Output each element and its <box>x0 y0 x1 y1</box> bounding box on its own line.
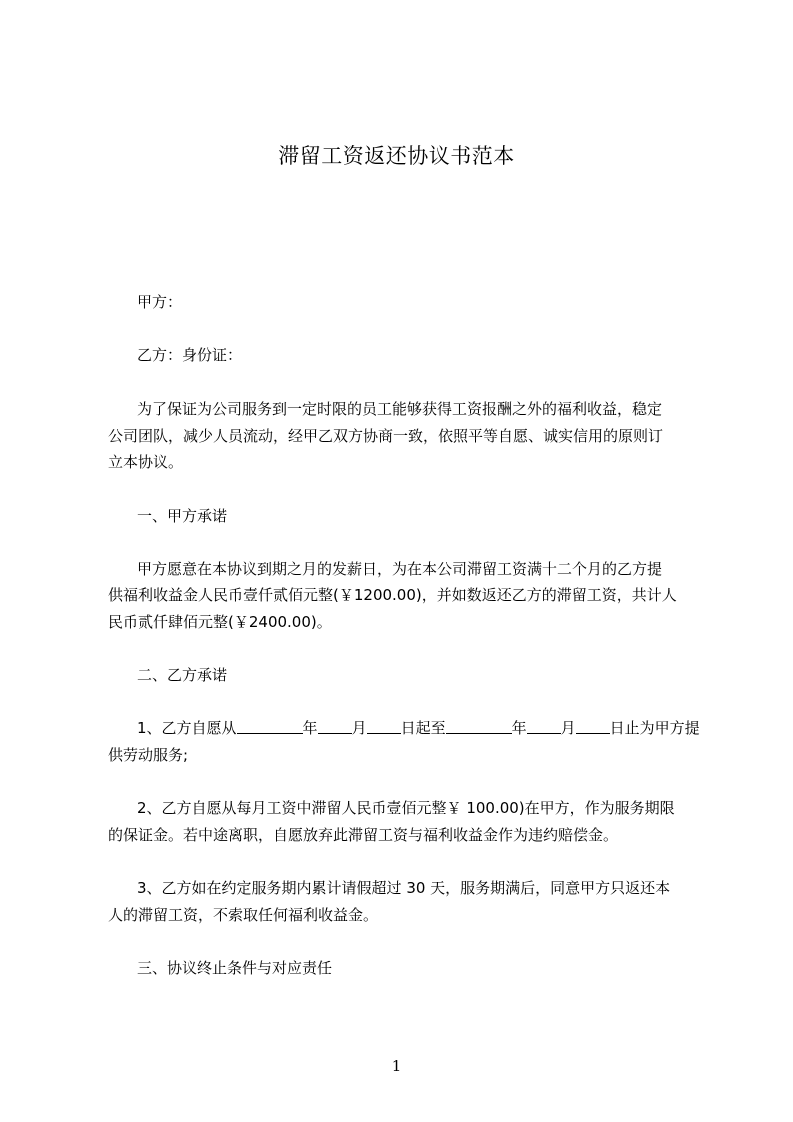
section-3-heading: 三、协议终止条件与对应责任 <box>137 959 333 977</box>
end-month-blank <box>527 719 561 734</box>
intro-line-3: 立本协议。 <box>108 453 184 471</box>
item-2-line-1: 2、乙方自愿从每月工资中滞留人民币壹佰元整￥ 100.00)在甲方，作为服务期限 <box>137 799 675 817</box>
start-month-label: 月 <box>351 719 367 737</box>
start-day-blank <box>367 719 401 734</box>
party-b-line: 乙方：身份证： <box>137 346 243 364</box>
intro-line-1: 为了保证为公司服务到一定时限的员工能够获得工资报酬之外的福利收益，稳定 <box>137 400 663 418</box>
item-3-line-2: 人的滞留工资，不索取任何福利收益金。 <box>108 906 379 924</box>
start-year-blank <box>237 719 303 734</box>
end-day-label: 日止为甲方提 <box>609 719 700 737</box>
item-2-line-2: 的保证金。若中途离职，自愿放弃此滞留工资与福利收益金作为违约赔偿金。 <box>108 826 619 844</box>
end-day-blank <box>576 719 610 734</box>
end-year-blank <box>446 719 512 734</box>
start-day-label: 日起至 <box>400 719 446 737</box>
item-3-line-1: 3、乙方如在约定服务期内累计请假超过 30 天，服务期满后，同意甲方只返还本 <box>137 879 671 897</box>
end-month-label: 月 <box>560 719 576 737</box>
section-1-line-3: 民币贰仟肆佰元整(￥2400.00)。 <box>108 613 332 631</box>
section-1-heading: 一、甲方承诺 <box>137 507 228 525</box>
item-1-line-1 <box>137 718 700 738</box>
item-1-prefix: 1、乙方自愿从 <box>137 719 237 737</box>
end-year-label: 年 <box>511 719 527 737</box>
page-number: 1 <box>391 1057 402 1075</box>
item-1-line-2: 供劳动服务; <box>108 746 189 764</box>
party-a-line: 甲方： <box>137 293 183 311</box>
section-2-heading: 二、乙方承诺 <box>137 666 228 684</box>
start-month-blank <box>318 719 352 734</box>
intro-line-2: 公司团队，减少人员流动，经甲乙双方协商一致，依照平等自愿、诚实信用的原则订 <box>108 427 664 445</box>
section-1-line-2: 供福利收益金人民币壹仟贰佰元整(￥1200.00)，并如数返还乙方的滞留工资，共计人 <box>108 586 677 604</box>
section-1-line-1: 甲方愿意在本协议到期之月的发薪日，为在本公司滞留工资满十二个月的乙方提 <box>137 560 663 578</box>
document-title: 滞留工资返还协议书范本 <box>278 144 515 168</box>
start-year-label: 年 <box>302 719 318 737</box>
